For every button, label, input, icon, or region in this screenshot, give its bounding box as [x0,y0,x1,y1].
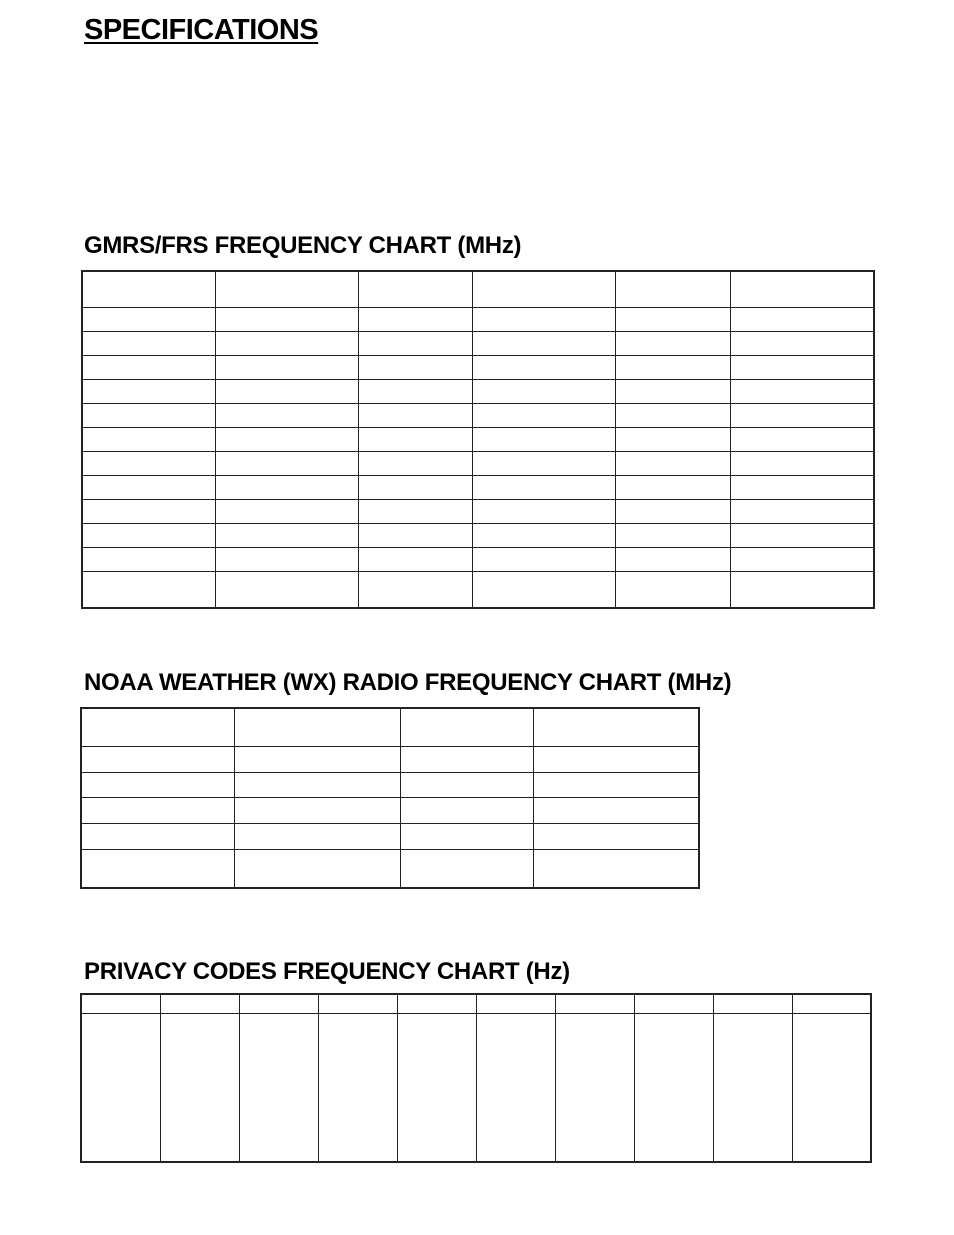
table-row [82,355,874,379]
table-row [82,307,874,331]
page-title: SPECIFICATIONS [84,14,319,46]
table-row [82,548,874,572]
table-cell [358,548,472,572]
table-cell [472,524,615,548]
table-row [81,994,871,1014]
table-cell [713,994,792,1014]
table-cell [358,403,472,427]
table-cell [318,994,397,1014]
table-cell [615,331,730,355]
table-cell [476,994,555,1014]
table-cell [215,451,358,475]
table-cell [533,708,699,747]
table-cell [400,798,533,824]
table-row [82,403,874,427]
table-cell [234,772,400,798]
table-cell [730,403,874,427]
table-cell [397,1014,476,1163]
table-cell [358,524,472,548]
table-cell [81,1014,160,1163]
table-cell [472,427,615,451]
table-cell [730,524,874,548]
table-row [81,849,699,888]
table-cell [730,271,874,307]
table-cell [730,451,874,475]
table-cell [730,572,874,608]
table-cell [81,708,234,747]
table-cell [615,451,730,475]
table-row [82,572,874,608]
table-cell [472,572,615,608]
table-row [81,747,699,773]
table-cell [472,476,615,500]
table-cell [472,307,615,331]
table-cell [82,476,215,500]
table-row [81,708,699,747]
table-cell [730,355,874,379]
table-cell [81,849,234,888]
table-cell [792,994,871,1014]
table-cell [215,476,358,500]
table-cell [215,355,358,379]
table-cell [730,427,874,451]
table-cell [234,824,400,850]
table-cell [615,355,730,379]
table-cell [476,1014,555,1163]
table-cell [615,379,730,403]
table-cell [82,379,215,403]
table-cell [215,331,358,355]
table-cell [81,747,234,773]
table-cell [615,476,730,500]
table-cell [82,403,215,427]
table-cell [358,476,472,500]
table-cell [615,427,730,451]
table-cell [234,708,400,747]
noaa-weather-frequency-table [80,707,700,889]
table-cell [215,271,358,307]
table-cell [81,772,234,798]
gmrs-frs-frequency-table [81,270,875,609]
table-cell [81,994,160,1014]
table-cell [713,1014,792,1163]
table-cell [215,548,358,572]
noaa-weather-chart-title: NOAA WEATHER (WX) RADIO FREQUENCY CHART (MHz) [84,669,732,696]
table-cell [730,331,874,355]
table-cell [82,572,215,608]
table-cell [555,994,634,1014]
table-cell [239,994,318,1014]
table-cell [234,798,400,824]
table-cell [215,572,358,608]
table-cell [82,524,215,548]
table-cell [81,824,234,850]
table-cell [358,500,472,524]
table-cell [730,379,874,403]
privacy-codes-chart-title: PRIVACY CODES FREQUENCY CHART (Hz) [84,958,570,985]
table-row [81,798,699,824]
table-cell [400,824,533,850]
table-cell [472,331,615,355]
table-row [82,476,874,500]
table-cell [533,747,699,773]
table-row [82,271,874,307]
table-cell [472,355,615,379]
gmrs-frs-chart-title: GMRS/FRS FREQUENCY CHART (MHz) [84,232,522,259]
table-cell [82,451,215,475]
privacy-codes-frequency-table [80,993,872,1163]
table-cell [634,1014,713,1163]
table-cell [730,476,874,500]
table-cell [730,548,874,572]
table-cell [358,271,472,307]
table-cell [730,500,874,524]
table-cell [81,798,234,824]
table-cell [160,994,239,1014]
table-row [82,524,874,548]
table-cell [358,307,472,331]
table-row [81,1014,871,1163]
table-cell [634,994,713,1014]
table-cell [358,451,472,475]
table-cell [358,331,472,355]
table-cell [358,379,472,403]
table-cell [82,307,215,331]
table-row [82,331,874,355]
table-cell [397,994,476,1014]
table-cell [215,500,358,524]
table-cell [615,307,730,331]
table-cell [400,772,533,798]
table-cell [400,708,533,747]
table-cell [792,1014,871,1163]
table-cell [615,403,730,427]
table-row [82,451,874,475]
table-cell [615,500,730,524]
table-cell [615,524,730,548]
table-cell [234,849,400,888]
table-cell [400,849,533,888]
table-cell [472,271,615,307]
table-cell [533,772,699,798]
table-cell [358,572,472,608]
table-cell [533,849,699,888]
table-cell [239,1014,318,1163]
table-cell [555,1014,634,1163]
table-cell [215,427,358,451]
table-row [81,824,699,850]
table-cell [215,524,358,548]
table-cell [82,500,215,524]
table-row [81,772,699,798]
table-cell [82,427,215,451]
table-cell [318,1014,397,1163]
table-cell [472,500,615,524]
table-cell [215,403,358,427]
table-cell [82,355,215,379]
table-cell [472,451,615,475]
table-row [82,500,874,524]
table-cell [82,548,215,572]
table-cell [615,548,730,572]
table-cell [400,747,533,773]
table-cell [533,824,699,850]
table-cell [234,747,400,773]
table-cell [215,379,358,403]
table-cell [215,307,358,331]
table-cell [160,1014,239,1163]
table-cell [615,572,730,608]
table-cell [358,427,472,451]
table-cell [472,403,615,427]
table-cell [472,379,615,403]
table-cell [615,271,730,307]
table-cell [82,331,215,355]
table-cell [533,798,699,824]
table-cell [472,548,615,572]
table-cell [82,271,215,307]
table-row [82,427,874,451]
table-cell [358,355,472,379]
table-row [82,379,874,403]
table-cell [730,307,874,331]
